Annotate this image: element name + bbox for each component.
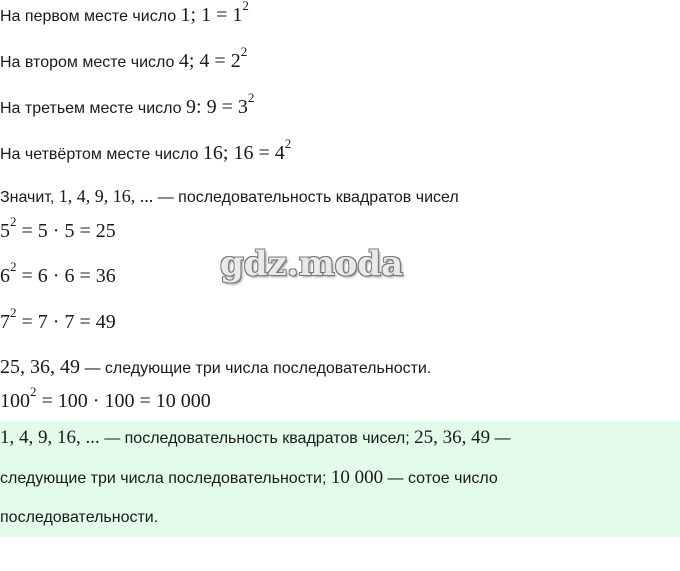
line-5-math: 1, 4, 9, 16, ...	[58, 186, 154, 206]
line-6-sup: 2	[10, 214, 17, 230]
line-1-math: 1; 1 = 1	[180, 4, 243, 26]
line-6-rest: = 5 · 5 = 25	[16, 220, 116, 242]
line-4-math: 16; 16 = 4	[202, 142, 285, 164]
line-6	[0, 214, 116, 243]
answer-math-a: 1, 4, 9, 16, ...	[0, 427, 100, 448]
answer-math-c: 10 000	[330, 467, 384, 488]
answer-text-2a: следующие три числа последовательности;	[0, 470, 331, 487]
line-1	[0, 0, 249, 27]
line-4-sup: 2	[284, 136, 292, 152]
answer-math-b: 25, 36, 49	[414, 427, 491, 448]
line-10	[0, 384, 211, 413]
line-4-text: На четвёртом месте число	[0, 146, 203, 163]
line-10-sup: 2	[30, 384, 37, 400]
line-3-sup: 2	[247, 90, 255, 106]
line-8	[0, 305, 116, 334]
line-1-sup: 2	[242, 0, 249, 14]
answer-row-3	[0, 509, 158, 527]
answer-text-2b: — сотое число	[383, 470, 498, 487]
line-10-base: 100	[0, 390, 30, 412]
answer-text-1: — последовательность квадратов чисел;	[99, 430, 415, 447]
line-8-base: 7	[0, 311, 10, 333]
answer-text-3: последовательности.	[0, 509, 159, 526]
line-9-text: — следующие три числа последовательности.	[80, 360, 432, 377]
answer-dash: —	[490, 430, 511, 447]
line-2	[0, 44, 248, 73]
answer-box	[0, 421, 680, 537]
line-5	[0, 186, 459, 207]
line-7-sup: 2	[10, 259, 17, 275]
line-5-text-a: Значит,	[0, 189, 59, 206]
line-3	[0, 90, 255, 119]
line-4	[0, 136, 292, 165]
line-8-sup: 2	[10, 305, 17, 321]
answer-row-2	[0, 467, 498, 489]
line-6-base: 5	[0, 220, 10, 242]
line-9	[0, 356, 431, 379]
watermark-logo: gdz.moda	[220, 244, 404, 284]
line-9-math: 25, 36, 49	[0, 356, 80, 378]
line-2-sup: 2	[240, 44, 248, 60]
line-3-math: 9: 9 = 3	[186, 96, 248, 118]
line-8-rest: = 7 · 7 = 49	[16, 311, 116, 333]
line-2-math: 4; 4 = 2	[178, 50, 241, 72]
line-5-text-b: — последовательность квадратов чисел	[153, 189, 459, 206]
line-1-text: На первом месте число	[0, 8, 181, 25]
line-7	[0, 259, 116, 288]
line-7-base: 6	[0, 265, 10, 287]
line-3-text: На третьем месте число	[0, 100, 187, 117]
answer-row-1	[0, 427, 511, 449]
line-7-rest: = 6 · 6 = 36	[16, 265, 116, 287]
line-2-text: На втором месте число	[0, 54, 179, 71]
line-10-rest: = 100 · 100 = 10 000	[36, 390, 211, 412]
